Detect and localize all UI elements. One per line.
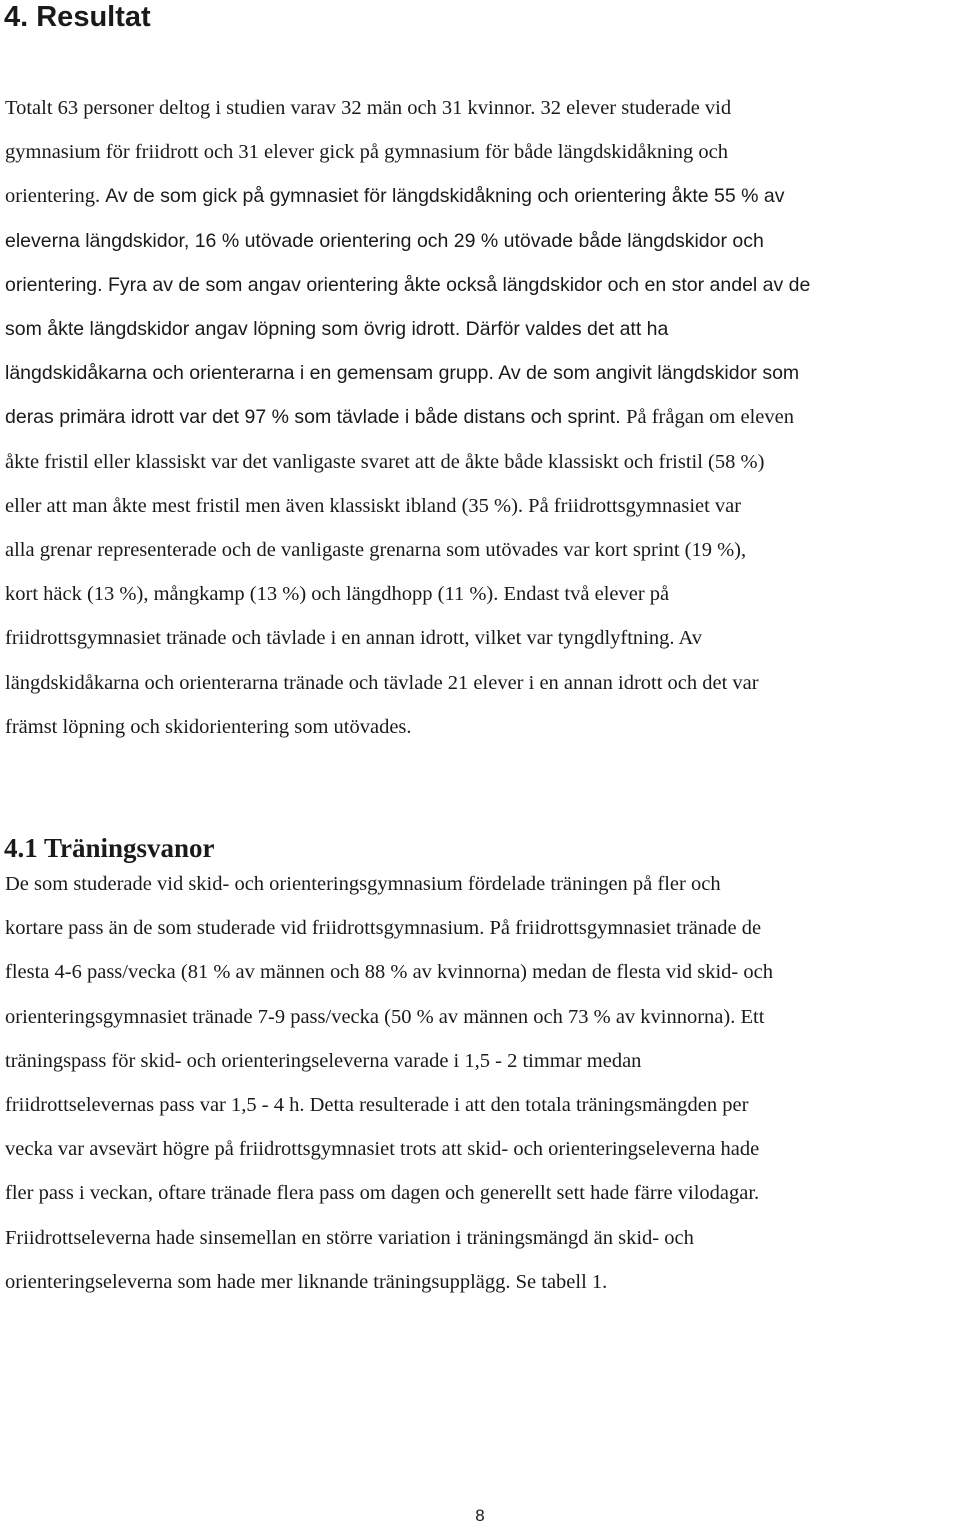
text-line bbox=[5, 351, 955, 395]
text-segment: främst löpning och skidorientering som utövades. bbox=[5, 715, 412, 738]
text-line bbox=[5, 484, 955, 528]
text-line bbox=[5, 862, 955, 906]
text-segment: kortare pass än de som studerade vid friidrottsgymnasium. På friidrottsgymnasiet tränade de bbox=[5, 917, 762, 940]
text-segment: åkte fristil eller klassiskt var det vanligaste svaret att de åkte både klassiskt och fristil (58 %) bbox=[5, 450, 765, 473]
text-segment: På frågan om eleven bbox=[626, 406, 794, 429]
text-line bbox=[5, 1260, 955, 1304]
text-line bbox=[5, 440, 955, 484]
text-line bbox=[5, 661, 955, 705]
text-segment: orienteringseleverna som hade mer liknande träningsupplägg. Se tabell 1. bbox=[5, 1270, 608, 1293]
text-segment: flesta 4-6 pass/vecka (81 % av männen och 88 % av kvinnorna) medan de flesta vid skid- och bbox=[5, 961, 773, 984]
text-line bbox=[5, 86, 955, 130]
text-line bbox=[5, 1039, 955, 1083]
text-segment: fler pass i veckan, oftare tränade flera pass om dagen och generellt sett hade färre vilodagar. bbox=[5, 1182, 760, 1205]
text-line bbox=[5, 395, 955, 439]
text-segment: vecka var avsevärt högre på friidrottsgymnasiet trots att skid- och orienteringseleverna hade bbox=[5, 1138, 760, 1161]
text-segment: längdskidåkarna och orienterarna i en gemensam grupp. Av de som angivit längdskidor som bbox=[5, 362, 800, 385]
text-line bbox=[5, 906, 955, 950]
text-segment: friidrottselevernas pass var 1,5 - 4 h. Detta resulterade i att den totala träningsmängden per bbox=[5, 1094, 749, 1117]
text-line bbox=[5, 263, 955, 307]
text-line bbox=[5, 219, 955, 263]
text-line bbox=[5, 1083, 955, 1127]
text-line bbox=[5, 616, 955, 660]
text-segment: Av de som gick på gymnasiet för längdskidåkning och orientering åkte 55 % av bbox=[105, 185, 785, 208]
text-segment: De som studerade vid skid- och orienteringsgymnasium fördelade träningen på fler och bbox=[5, 873, 721, 895]
text-line bbox=[5, 1171, 955, 1215]
text-line bbox=[5, 995, 955, 1039]
text-segment: som åkte längdskidor angav löpning som övrig idrott. Därför valdes det att ha bbox=[5, 318, 669, 341]
text-line bbox=[5, 572, 955, 616]
text-segment: deras primära idrott var det 97 % som tävlade i både distans och sprint. bbox=[5, 406, 627, 429]
results-paragraph bbox=[5, 86, 955, 749]
text-segment: kort häck (13 %), mångkamp (13 %) och längdhopp (11 %). Endast två elever på bbox=[5, 583, 670, 606]
text-line bbox=[5, 130, 955, 174]
text-segment: gymnasium för friidrott och 31 elever gick på gymnasium för både längdskidåkning och bbox=[5, 141, 729, 164]
text-segment: friidrottsgymnasiet tränade och tävlade i en annan idrott, vilket var tyngdlyftning. Av bbox=[5, 627, 703, 650]
text-segment: Totalt 63 personer deltog i studien varav 32 män och 31 kvinnor. 32 elever studerade vid bbox=[5, 97, 732, 119]
text-segment: orienteringsgymnasiet tränade 7-9 pass/vecka (50 % av männen och 73 % av kvinnorna). Ett bbox=[5, 1005, 765, 1028]
text-line bbox=[5, 1127, 955, 1171]
text-line bbox=[5, 528, 955, 572]
text-segment: eleverna längdskidor, 16 % utövade orientering och 29 % utövade både längdskidor och bbox=[5, 229, 764, 252]
training-habits-paragraph bbox=[5, 862, 955, 1304]
text-segment: orientering. bbox=[5, 185, 106, 208]
text-segment: Friidrottseleverna hade sinsemellan en större variation i träningsmängd än skid- och bbox=[5, 1226, 694, 1249]
text-segment: orientering. Fyra av de som angav orientering åkte också längdskidor och en stor andel av de bbox=[5, 273, 811, 296]
text-segment: träningspass för skid- och orienteringseleverna varade i 1,5 - 2 timmar medan bbox=[5, 1049, 642, 1072]
text-line bbox=[5, 307, 955, 351]
page-number: 8 bbox=[475, 1506, 485, 1525]
text-line bbox=[5, 174, 955, 218]
subsection-heading: 4.1 Träningsvanor bbox=[4, 833, 215, 863]
section-heading: 4. Resultat bbox=[4, 1, 151, 33]
text-line bbox=[5, 1216, 955, 1260]
text-segment: eller att man åkte mest fristil men även klassiskt ibland (35 %). På friidrottsgymnasiet var bbox=[5, 494, 742, 517]
text-segment: alla grenar representerade och de vanligaste grenarna som utövades var kort sprint (19 %), bbox=[5, 539, 747, 562]
text-line bbox=[5, 705, 955, 749]
text-line bbox=[5, 950, 955, 994]
text-segment: längdskidåkarna och orienterarna tränade och tävlade 21 elever i en annan idrott och det var bbox=[5, 671, 759, 694]
